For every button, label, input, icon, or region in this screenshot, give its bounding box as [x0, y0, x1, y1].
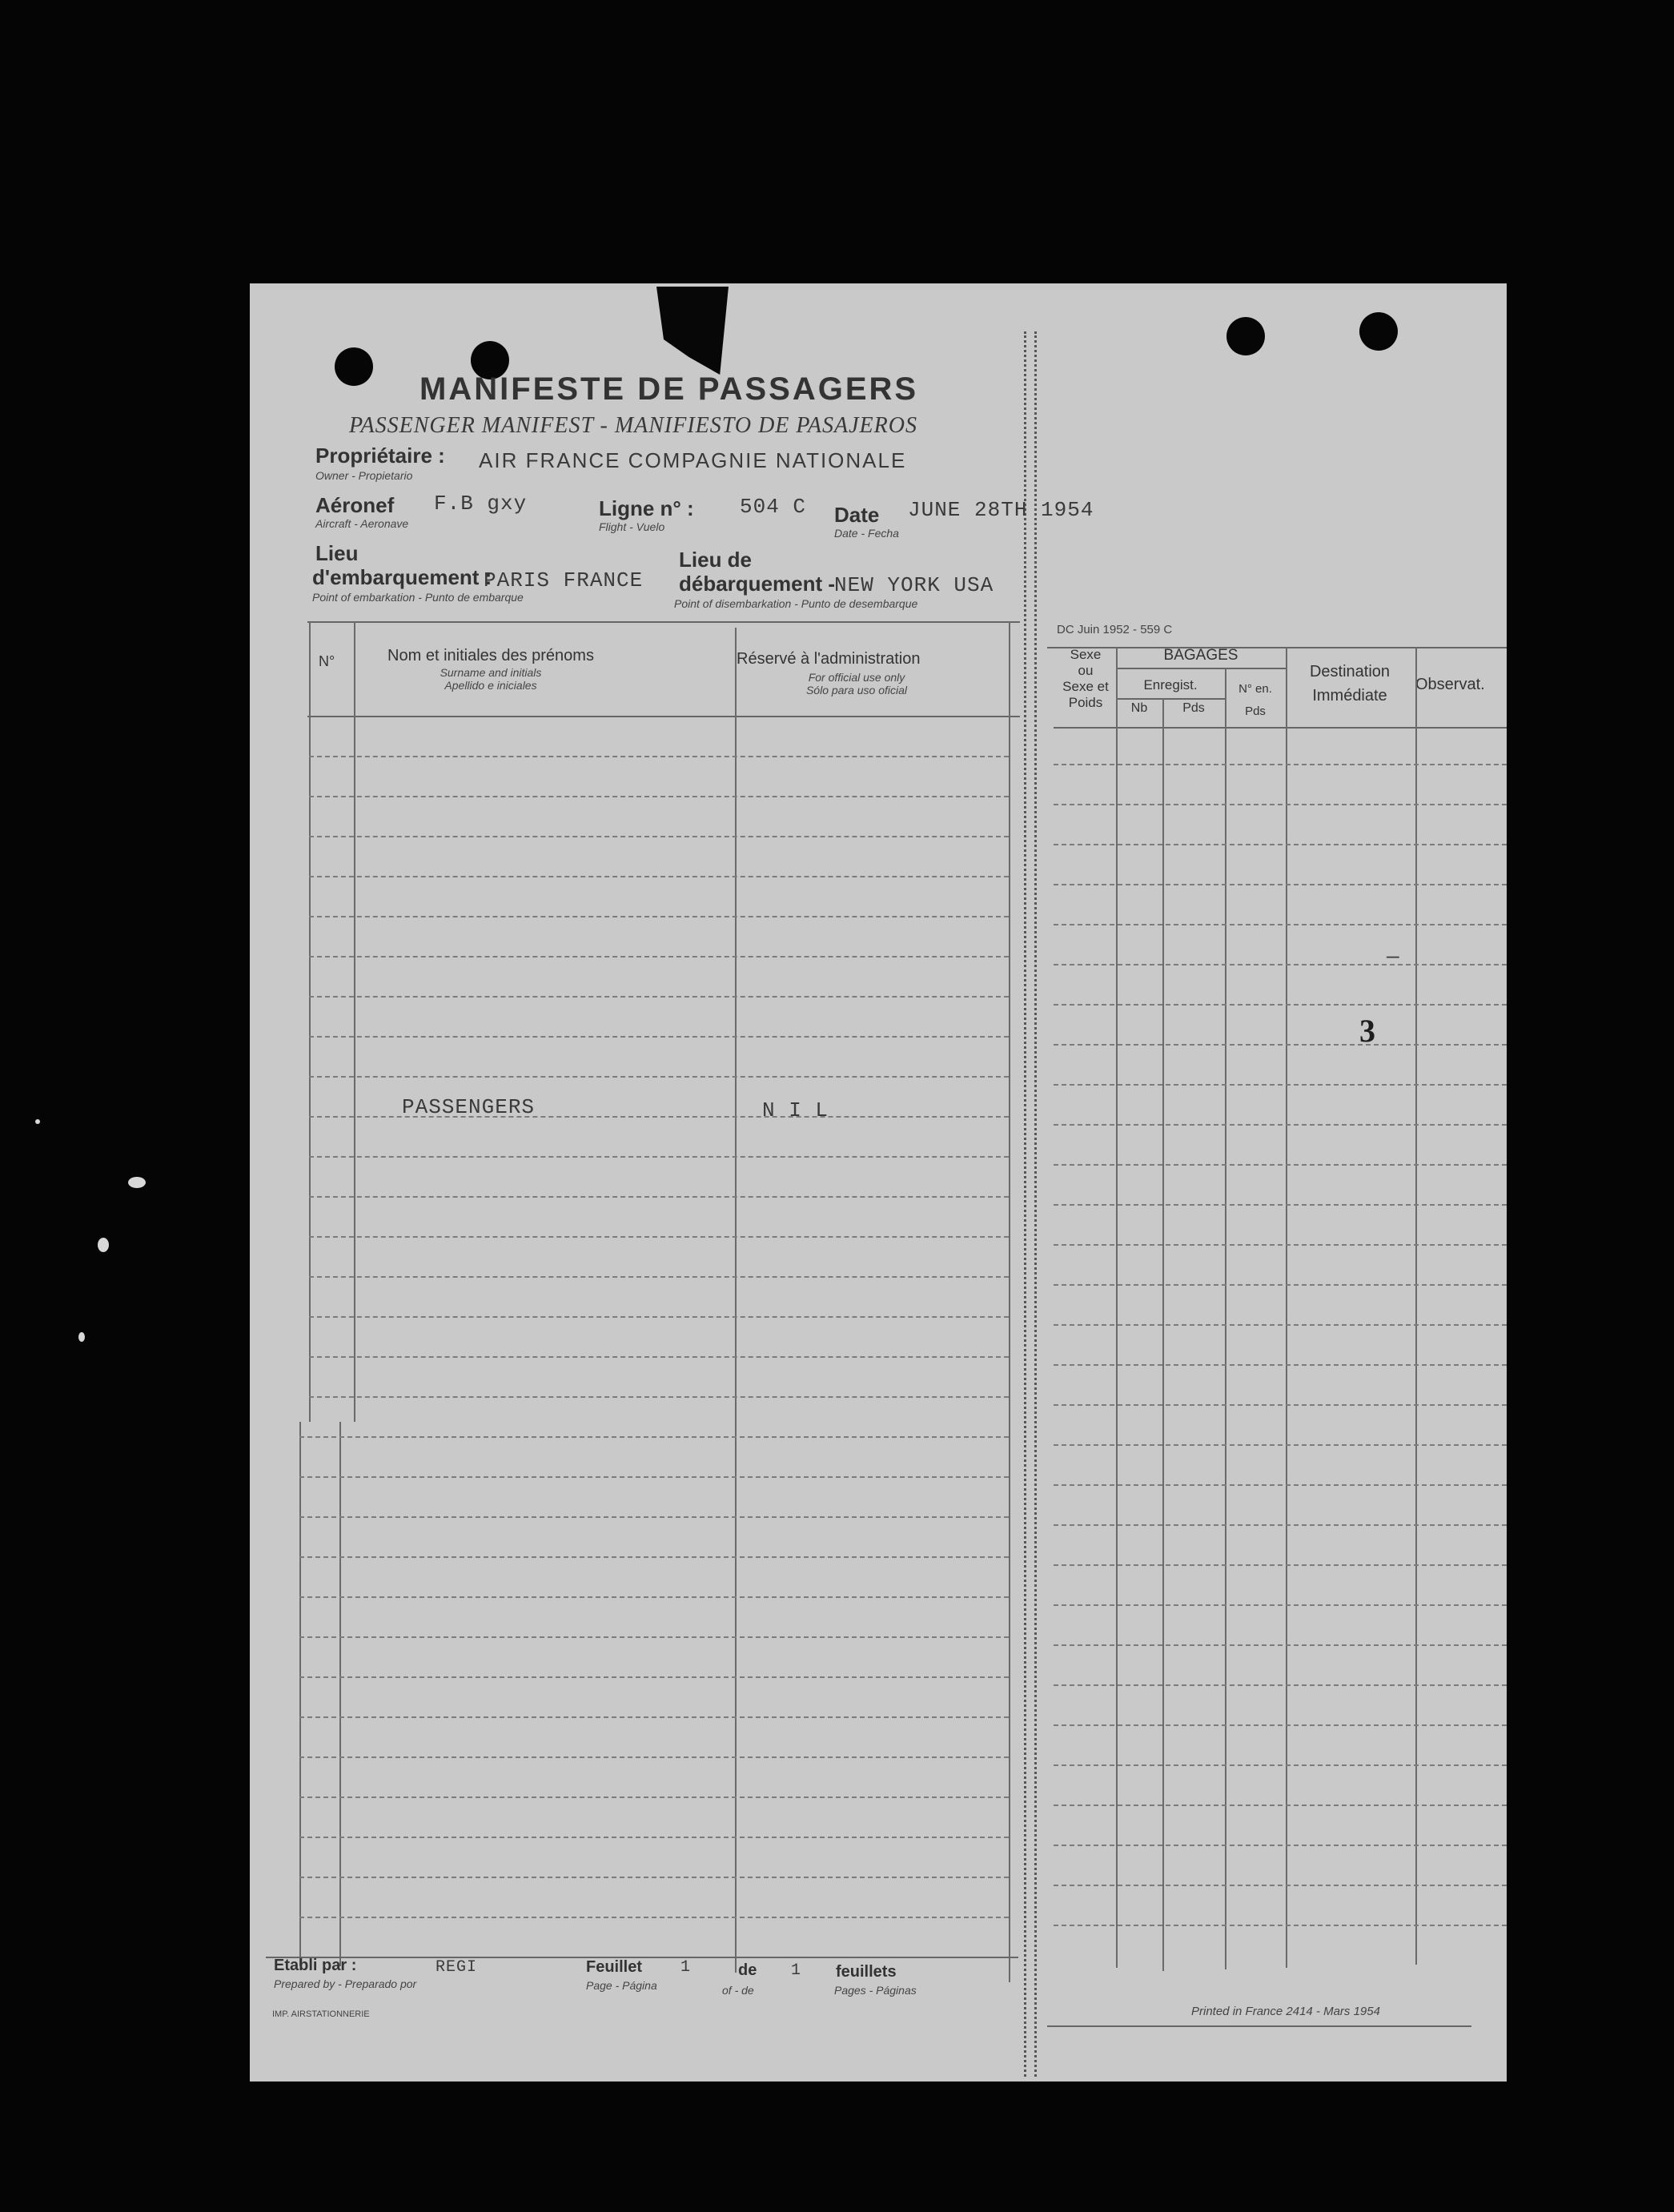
aircraft-value: F.B gxy — [434, 492, 528, 516]
row-rule — [309, 756, 1009, 757]
row-rule — [299, 1796, 1009, 1798]
line-label: Ligne n° : — [599, 496, 694, 520]
header-observations: Observat. — [1415, 676, 1485, 693]
line-sublabel: Flight - Vuelo — [599, 520, 665, 533]
manifest-sheet — [250, 283, 1507, 2082]
header-destination-2: Immédiate — [1312, 687, 1387, 705]
punch-hole — [1359, 312, 1398, 351]
row-rule — [309, 916, 1009, 917]
row-rule — [1054, 1805, 1507, 1806]
of-value: 1 — [791, 1961, 802, 1980]
col-line-pds — [1225, 668, 1226, 1969]
row-rule — [299, 1877, 1009, 1878]
row-rule — [1054, 1044, 1507, 1046]
page-sublabel: Page - Página — [586, 1979, 657, 1992]
row-rule — [309, 876, 1009, 877]
header-name-sub2: Apellido e iniciales — [444, 679, 537, 692]
col-line-left — [309, 621, 311, 1422]
perforation-line — [1024, 331, 1037, 2077]
prepared-sublabel: Prepared by - Preparado por — [274, 1977, 417, 1990]
embark-sublabel: Point of embarkation - Punto de embarque — [312, 591, 524, 604]
col-line-name — [735, 628, 737, 1973]
line-value: 504 C — [740, 495, 807, 519]
entry-nil: N I L — [762, 1098, 829, 1122]
page-label: Feuillet — [586, 1958, 643, 1976]
header-bottom-right — [1054, 727, 1507, 729]
entry-passengers: PASSENGERS — [402, 1095, 536, 1119]
prepared-value: REGI — [436, 1958, 478, 1977]
debark-label-2: débarquement - — [679, 572, 836, 596]
owner-sublabel: Owner - Propietario — [315, 469, 413, 482]
row-rule — [1054, 964, 1507, 965]
embark-value: PARIS FRANCE — [484, 568, 644, 592]
row-rule — [299, 1596, 1009, 1598]
row-rule — [299, 1837, 1009, 1838]
row-rule — [309, 956, 1009, 957]
row-rule — [299, 1917, 1009, 1918]
debark-label-1: Lieu de — [679, 548, 753, 572]
row-rule — [1054, 1925, 1507, 1926]
row-rule — [309, 1316, 1009, 1318]
row-rule — [1054, 1764, 1507, 1766]
row-rule — [309, 1236, 1009, 1238]
row-rule — [1054, 1564, 1507, 1566]
row-rule — [1054, 1324, 1507, 1326]
of-label: de — [738, 1961, 757, 1979]
header-nb: Nb — [1130, 701, 1148, 715]
row-rule — [1054, 1724, 1507, 1726]
row-rule — [1054, 804, 1507, 805]
col-line-no — [354, 621, 355, 1422]
row-rule — [1054, 1684, 1507, 1686]
row-rule — [1054, 1644, 1507, 1646]
row-rule — [309, 1276, 1009, 1278]
row-rule — [309, 1356, 1009, 1358]
row-rule — [299, 1636, 1009, 1638]
header-admin-sub2: Sólo para uso oficial — [805, 684, 908, 697]
aircraft-sublabel: Aircraft - Aeronave — [315, 517, 409, 530]
col-line-left-lower — [299, 1422, 301, 1966]
prepared-label: Etabli par : — [274, 1957, 357, 1974]
pages-sublabel: Pages - Páginas — [834, 1984, 917, 1997]
col-line-no-lower — [339, 1422, 341, 1966]
row-rule — [309, 796, 1009, 797]
row-rule — [1054, 764, 1507, 765]
header-bagages: BAGAGES — [1163, 647, 1238, 664]
row-rule — [299, 1516, 1009, 1518]
right-bottom-rule — [1047, 2025, 1471, 2027]
row-rule — [1054, 924, 1507, 925]
debark-sublabel: Point of disembarkation - Punto de desembarque — [674, 597, 918, 610]
col-line-nb — [1162, 698, 1164, 1971]
row-rule — [1054, 1524, 1507, 1526]
bagages-divider — [1116, 668, 1286, 669]
punch-hole — [1226, 317, 1265, 355]
row-rule — [299, 1436, 1009, 1438]
row-rule — [309, 1036, 1009, 1038]
header-admin-sub1: For official use only — [808, 671, 905, 684]
row-rule — [309, 836, 1009, 837]
row-rule — [309, 1196, 1009, 1198]
header-nr-1: N° en. — [1238, 682, 1272, 696]
header-sex-2: ou — [1078, 663, 1094, 678]
owner-value: AIR FRANCE COMPAGNIE NATIONALE — [479, 448, 907, 472]
embark-label-1: Lieu — [315, 541, 359, 565]
date-sublabel: Date - Fecha — [834, 527, 899, 540]
header-destination-1: Destination — [1309, 663, 1391, 680]
row-rule — [1054, 1204, 1507, 1206]
row-rule — [299, 1676, 1009, 1678]
embark-label-2: d'embarquement : — [312, 565, 492, 589]
row-rule — [1054, 1604, 1507, 1606]
row-rule — [299, 1716, 1009, 1718]
printer-mark: IMP. AIRSTATIONNERIE — [272, 2009, 370, 2019]
row-rule — [299, 1756, 1009, 1758]
header-sex-3: Sexe et — [1062, 679, 1109, 694]
row-rule — [1054, 1364, 1507, 1366]
row-rule — [299, 1476, 1009, 1478]
page-value: 1 — [680, 1958, 692, 1977]
row-rule — [1054, 1885, 1507, 1886]
aircraft-label: Aéronef — [315, 493, 395, 517]
of-sublabel: of - de — [722, 1984, 754, 1997]
header-pds: Pds — [1182, 701, 1205, 715]
row-rule — [309, 1396, 1009, 1398]
table-top-border — [307, 621, 1020, 623]
row-rule — [309, 1076, 1009, 1078]
header-nr-2: Pds — [1245, 705, 1266, 718]
row-rule — [1054, 1484, 1507, 1486]
printed-in-france: Printed in France 2414 - Mars 1954 — [1191, 2005, 1380, 2018]
header-name-sub1: Surname and initials — [440, 666, 542, 679]
row-rule — [1054, 1164, 1507, 1166]
torn-corner — [656, 287, 729, 375]
dust-speck — [98, 1238, 109, 1252]
row-rule — [1054, 1084, 1507, 1086]
header-no: N° — [319, 653, 335, 669]
row-rule — [309, 1156, 1009, 1158]
header-sex-4: Poids — [1068, 695, 1103, 710]
punch-hole — [335, 347, 373, 386]
dust-speck — [35, 1119, 40, 1124]
dust-speck — [128, 1177, 146, 1188]
form-code: DC Juin 1952 - 559 C — [1057, 623, 1173, 636]
row-rule — [1054, 1004, 1507, 1006]
row-rule — [1054, 1244, 1507, 1246]
row-rule — [1054, 1284, 1507, 1286]
date-label: Date — [834, 503, 880, 527]
row-rule — [1054, 884, 1507, 885]
row-rule — [1054, 1444, 1507, 1446]
col-line-admin — [1009, 621, 1010, 1982]
margin-dash: — — [1387, 945, 1400, 969]
debark-value: NEW YORK USA — [834, 573, 994, 597]
row-rule — [1054, 1845, 1507, 1846]
row-rule — [1054, 1124, 1507, 1126]
row-rule — [309, 996, 1009, 998]
header-bottom-left — [307, 716, 1020, 717]
dust-speck — [78, 1332, 85, 1342]
owner-label: Propriétaire : — [315, 444, 445, 468]
header-name: Nom et initiales des prénoms — [387, 647, 594, 664]
form-title: MANIFESTE DE PASSAGERS — [420, 371, 919, 407]
pages-label: feuillets — [836, 1963, 897, 1981]
header-sex-1: Sexe — [1070, 647, 1102, 662]
enregist-divider — [1116, 698, 1225, 700]
row-rule — [1054, 1404, 1507, 1406]
header-enregist: Enregist. — [1143, 677, 1198, 693]
header-admin: Réservé à l'administration — [737, 650, 921, 668]
form-subtitle: PASSENGER MANIFEST - MANIFIESTO DE PASAJEROS — [349, 413, 917, 438]
margin-number: 3 — [1359, 1013, 1375, 1049]
row-rule — [299, 1556, 1009, 1558]
row-rule — [1054, 844, 1507, 845]
date-value: JUNE 28TH 1954 — [908, 498, 1094, 522]
